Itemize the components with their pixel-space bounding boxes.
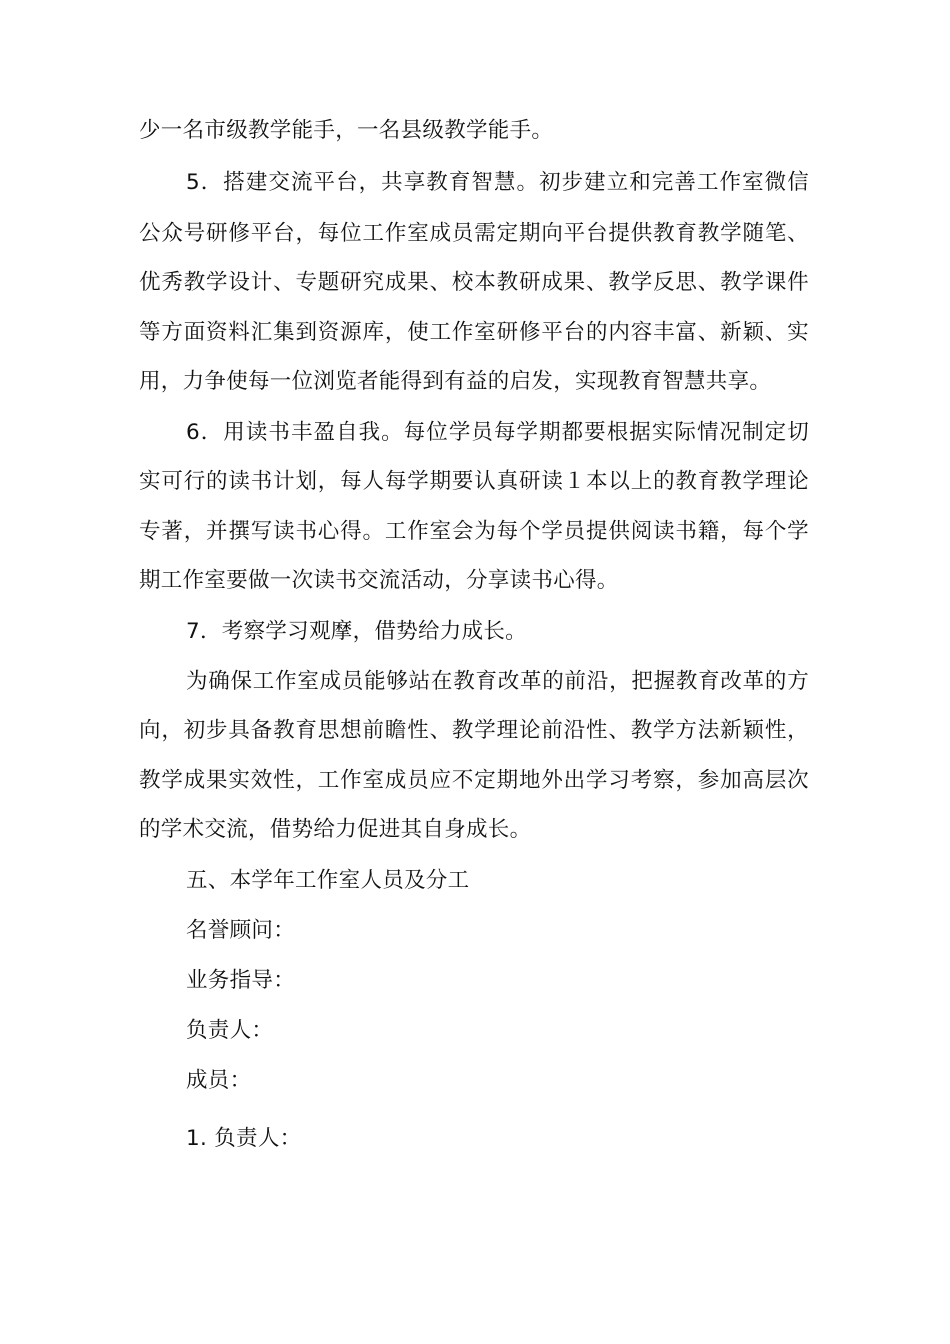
text-line-3: 公众号研修平台，每位工作室成员需定期向平台提供教育教学随笔、 bbox=[139, 221, 809, 246]
text-line-15: 的学术交流，借势给力促进其自身成长。 bbox=[139, 817, 532, 842]
role-honorary-advisor: 名誉顾问： bbox=[186, 918, 296, 943]
role-person-in-charge: 负责人： bbox=[186, 1018, 274, 1043]
text-line-13: 向，初步具备教育思想前瞻性、教学理论前沿性、教学方法新颖性， bbox=[139, 718, 809, 743]
text-line-8: 实可行的读书计划，每人每学期要认真研读１本以上的教育教学理论 bbox=[139, 469, 809, 494]
section-heading: 五、本学年工作室人员及分工 bbox=[186, 868, 470, 893]
text-line-6: 用，力争使每一位浏览者能得到有益的启发，实现教育智慧共享。 bbox=[139, 369, 772, 394]
text-line-11: 7．考察学习观摩，借势给力成长。 bbox=[186, 619, 527, 644]
text-line-9: 专著，并撰写读书心得。工作室会为每个学员提供阅读书籍，每个学 bbox=[139, 519, 809, 544]
text-line-14: 教学成果实效性，工作室成员应不定期地外出学习考察，参加高层次 bbox=[139, 768, 809, 793]
text-line-2: 5．搭建交流平台，共享教育智慧。初步建立和完善工作室微信 bbox=[186, 170, 809, 195]
role-business-guidance: 业务指导： bbox=[186, 968, 296, 993]
text-line-5: 等方面资料汇集到资源库，使工作室研修平台的内容丰富、新颖、实 bbox=[139, 320, 809, 345]
text-line-7: 6．用读书丰盈自我。每位学员每学期都要根据实际情况制定切 bbox=[186, 420, 809, 445]
text-line-1: 少一名市级教学能手，一名县级教学能手。 bbox=[139, 118, 554, 143]
role-members: 成员： bbox=[186, 1068, 252, 1093]
text-line-10: 期工作室要做一次读书交流活动，分享读书心得。 bbox=[139, 568, 619, 593]
text-line-12: 为确保工作室成员能够站在教育改革的前沿，把握教育改革的方 bbox=[186, 669, 809, 694]
list-item-person-in-charge: 1. 负责人： bbox=[186, 1126, 302, 1151]
text-line-4: 优秀教学设计、专题研究成果、校本教研成果、教学反思、教学课件 bbox=[139, 270, 809, 295]
